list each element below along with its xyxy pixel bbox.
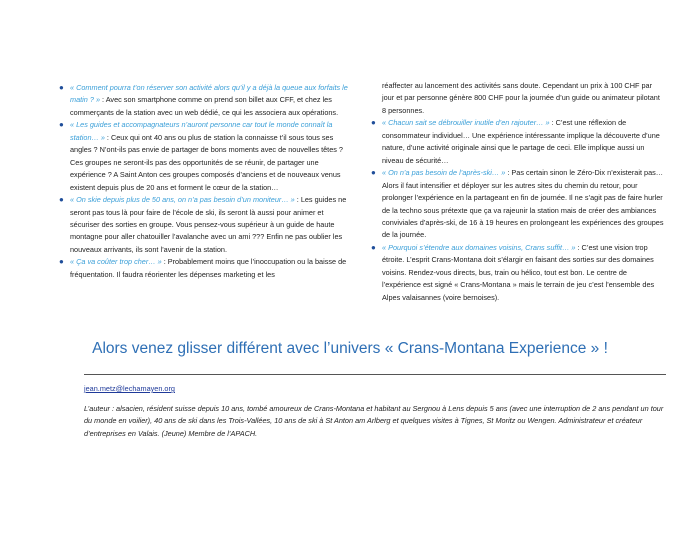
objection-quote: « Comment pourra t’on réserver son activité alors qu’il y a déjà la queue aux forfaits le matin ? » xyxy=(70,83,348,105)
objection-answer: : C’est une vision trop étroite. L’esprit Crans-Montana doit s’élargir en faisant des sorties sur des domaines voisins. Rendez-vous directs, bus, train ou hélico, tout est bon. Le centre de l’expérience est signé « Crans-Montana » mais le terrain de jeu c’est l’ensemble des Alpes valaisannes (voire bernoises). xyxy=(382,242,655,302)
bullet-icon: ● xyxy=(59,195,64,205)
list-item xyxy=(56,82,352,119)
objection-answer: : Pas certain sinon le Zéro-Dix n’existerait pas… Alors il faut intensifier et déployer sur les autres sites du chemin du retour, pour prolonger l’expérience en la partageant en fin de journée. Il ne s’agit pas de faire hurler de la techno sous prétexte que ça va rajeunir la station mais de créer des ambiances conviviales d’après-ski, de 16 à 19 heures en prolongeant les expériences des groupes de la journée. xyxy=(382,168,664,240)
bullet-icon: ● xyxy=(371,242,376,252)
two-column-body xyxy=(56,76,664,304)
objection-quote: « Pourquoi s’étendre aux domaines voisins, Crans suffit… » xyxy=(382,242,576,252)
closing-headline: Alors venez glisser différent avec l’univers « Crans-Montana Experience » ! xyxy=(92,340,608,357)
list-item xyxy=(368,167,664,242)
list-item xyxy=(368,242,664,304)
list-item xyxy=(368,117,664,167)
list-item xyxy=(56,256,352,281)
objection-answer: : C’est une réflexion de consommateur individuel… Une expérience intéressante implique la découverte d’une nature, d’une activité originale ainsi que le partage de ceci. Elle implique aussi un niveau de sécurité… xyxy=(382,118,660,165)
objection-quote: « Ça va coûter trop cher… » xyxy=(70,257,162,267)
objection-quote: « Les guides et accompagnateurs n’auront personne car tout le monde connaît la station… » xyxy=(70,120,333,142)
continued-paragraph: réaffecter au lancement des activités sans doute. Cependant un prix à 100 CHF par jour et par personne génère 800 CHF pour la journée d’un guide ou animateur pilotant 8 personnes. xyxy=(382,81,660,115)
list-item xyxy=(56,194,352,256)
right-column xyxy=(368,76,664,304)
bullet-icon: ● xyxy=(59,120,64,130)
objection-answer: : Les guides ne seront pas tous là pour faire de l’école de ski, ils seront là aussi pour animer et sécuriser des sorties en groupe. Vous pensez-vous supérieur à un guide de haute montagne pour aller chatouiller l’avalanche avec un ami ??? Enfin ne pas oublier les nouveaux arrivants, ils sont l’avenir de la station. xyxy=(70,195,347,254)
objection-list-left xyxy=(56,82,352,281)
author-bio: L’auteur : alsacien, résident suisse depuis 10 ans, tombé amoureux de Crans-Montana et habitant au Sergnou à Lens depuis 5 ans (avec une interruption de 2 ans pendant un tour du monde en voilier), 40 ans de ski dans les Trois-Vallées, 10 ans de ski à St Anton am Arlberg et quelques visites à Tignes, St Moritz ou Wengen. Administrateur et créateur d’entreprises en Valais. (Jeune) Membre de l’APACH. xyxy=(84,404,664,438)
objection-quote: « On n’a pas besoin de l’après-ski… » xyxy=(382,168,506,178)
list-item xyxy=(56,119,352,194)
bullet-icon: ● xyxy=(371,168,376,178)
email-link[interactable]: jean.metz@lechamayen.org xyxy=(84,384,175,393)
objection-answer: : Ceux qui ont 40 ans ou plus de station la connaisse t’il sous tous ses angles ? N’ont-ils pas envie de partager de bons moments avec de nouvelles têtes ? Ces groupes ne seront-ils pas des opportunités de se réunir, de partager une expérience ? A Saint Anton ces groupes composés d’anciens et de nouveaux venus existent depuis plus de 20 ans et forment le cœur de la station… xyxy=(70,132,343,192)
objection-quote: « On skie depuis plus de 50 ans, on n’a pas besoin d’un moniteur… » xyxy=(70,195,295,205)
objection-answer: : Avec son smartphone comme on prend son billet aux CFF, et chez les commerçants de la station avec un web dédié, ce qui les associera aux opérations. xyxy=(70,95,339,117)
bullet-icon: ● xyxy=(59,83,64,92)
objection-quote: « Chacun sait se débrouiller inutile d’en rajouter… » xyxy=(382,118,550,128)
bullet-icon: ● xyxy=(371,118,376,128)
left-column xyxy=(56,76,352,304)
divider xyxy=(84,374,666,375)
bullet-icon: ● xyxy=(59,257,64,267)
objection-answer: : Probablement moins que l’inoccupation ou la baisse de fréquentation. Il faudra réorienter les dépenses marketing et les xyxy=(70,257,347,279)
objection-list-right xyxy=(368,117,664,304)
